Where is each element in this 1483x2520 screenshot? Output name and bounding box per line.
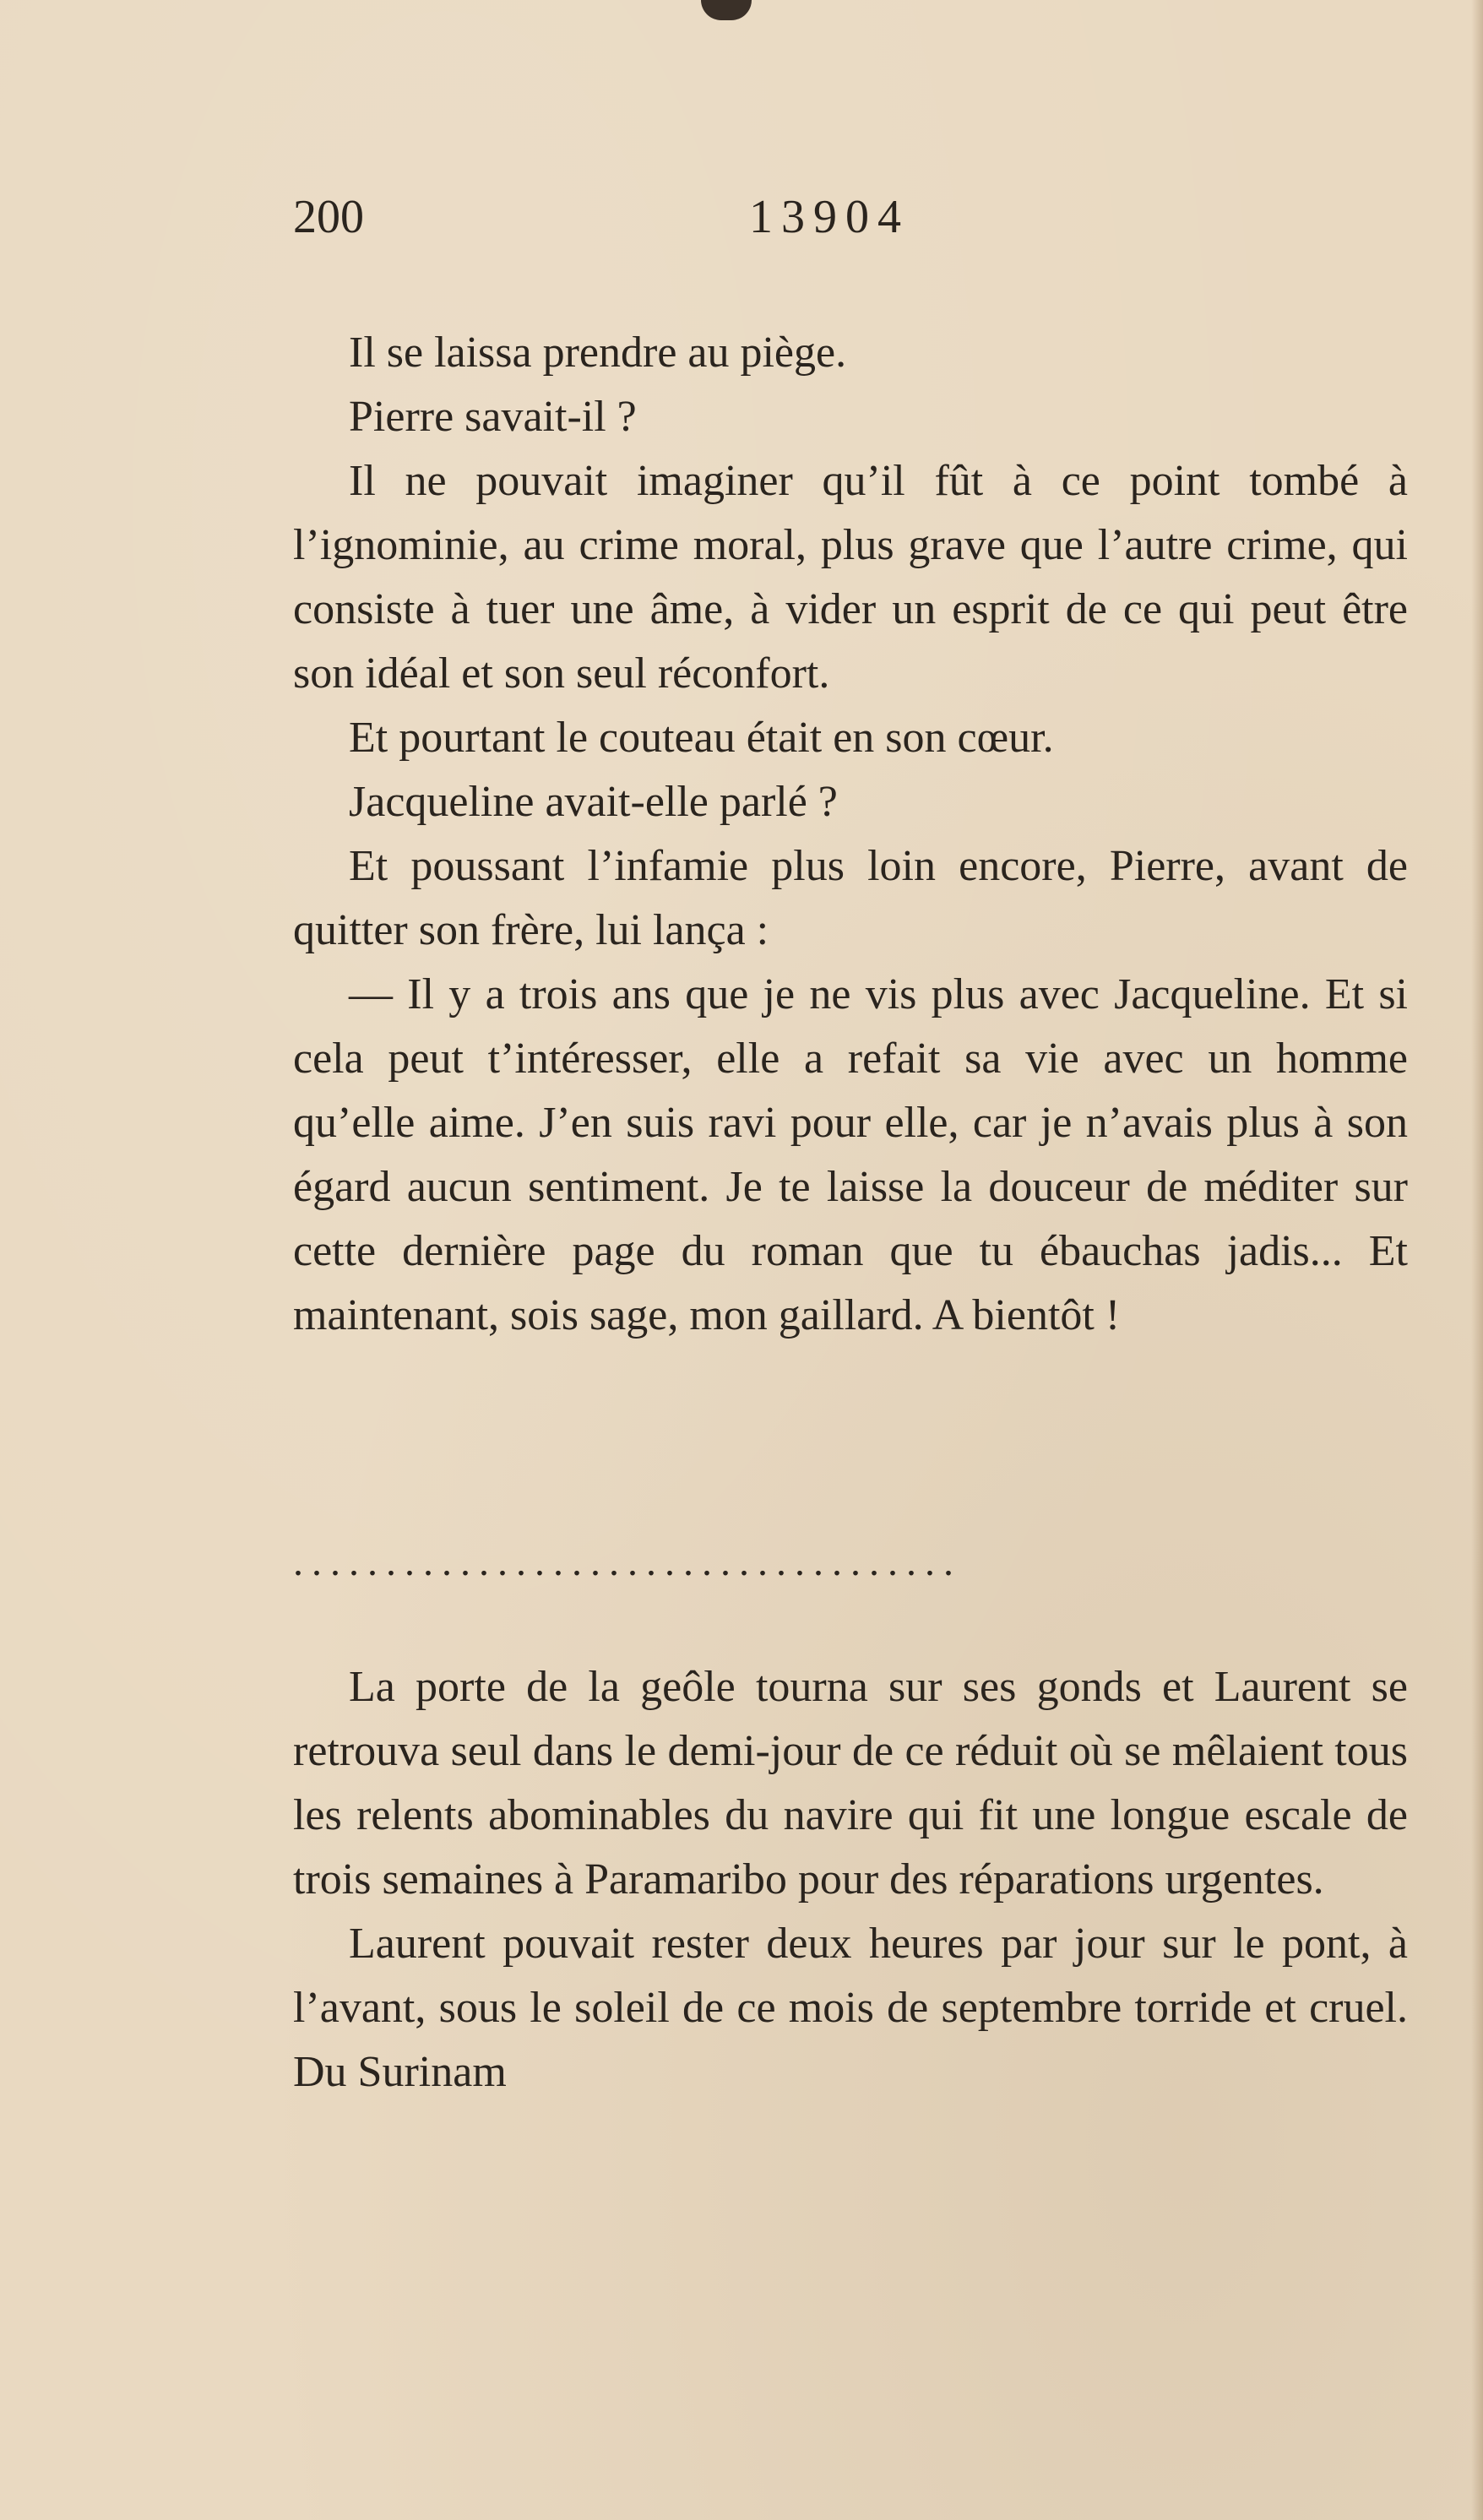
paragraph: La porte de la geôle tourna sur ses gonds et Laurent se retrouva seul dans le demi-jour de ce réduit où se mêlaient tous les relents abominables du navire qui fit une longue escale de trois semaines à Paramaribo pour des réparations urgentes. (293, 1663, 1408, 1904)
page-edge (1471, 0, 1483, 2520)
binding-mark (701, 0, 752, 20)
section-separator: .................................... (293, 1540, 962, 1584)
running-title: 13904 (749, 191, 910, 243)
paragraph: Il se laissa prendre au piège. (349, 329, 847, 377)
paragraph: Laurent pouvait rester deux heures par jour sur le pont, à l’avant, sous le soleil de ce mois de septembre torride et cruel. Du Surinam (293, 1920, 1408, 2096)
text-section-1 (293, 321, 1408, 1348)
paragraph: Pierre savait-il ? (349, 393, 637, 441)
page-number: 200 (293, 191, 364, 243)
paragraph: Jacqueline avait-elle parlé ? (349, 778, 838, 826)
paragraph: Et poussant l’infamie plus loin encore, Pierre, avant de quitter son frère, lui lança : (293, 842, 1408, 954)
page-header (0, 190, 1483, 249)
paragraph: Il ne pouvait imaginer qu’il fût à ce point tombé à l’ignominie, au crime moral, plus grave que l’autre crime, qui consiste à tuer une âme, à vider un esprit de ce qui peut être son idéal et son seul réconfort. (293, 457, 1408, 698)
paragraph: Et pourtant le couteau était en son cœur. (349, 714, 1054, 762)
text-section-2 (293, 1655, 1408, 2105)
paragraph: — Il y a trois ans que je ne vis plus avec Jacqueline. Et si cela peut t’intéresser, elle a refait sa vie avec un homme qu’elle aime. J’en suis ravi pour elle, car je n’avais plus à son égard aucun sentiment. Je te laisse la douceur de méditer sur cette dernière page du roman que tu ébauchas jadis... Et maintenant, sois sage, mon gaillard. A bientôt ! (293, 970, 1408, 1339)
